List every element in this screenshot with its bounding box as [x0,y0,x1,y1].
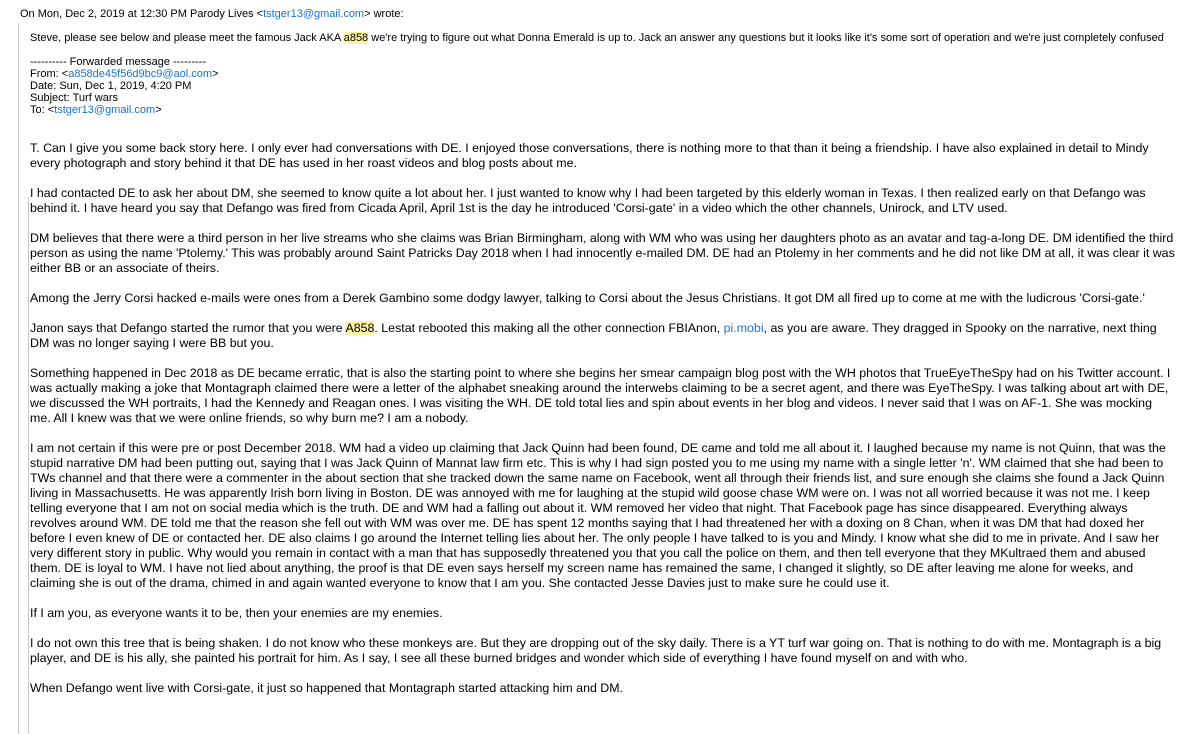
from-suffix: > [212,68,219,80]
message-body [30,141,1175,711]
quote-header-prefix: On Mon, Dec 2, 2019 at 12:30 PM Parody Lives < [20,8,264,20]
quote-bar-inner [28,197,29,734]
forwarded-from [30,68,219,80]
paragraph-10: When Defango went live with Corsi-gate, it just so happened that Montagraph started attacking him and DM. [30,681,624,695]
from-label: From: < [30,68,69,80]
from-email-link[interactable]: a858de45f56d9bc9@aol.com [68,68,213,80]
paragraph-5-text-3: , as you are aware. They dragged in Spooky on the narrative, next thing DM was no longer saying I were BB but you. [30,321,1157,350]
paragraph-8: If I am you, as everyone wants it to be, then your enemies are my enemies. [30,606,443,620]
pi-mobi-link[interactable]: pi.mobi [723,321,764,335]
paragraph-4: Among the Jerry Corsi hacked e-mails were ones from a Derek Gambino some dodgy lawyer, talking to Corsi about the Jesus Christians. It got DM all fired up to come at me with the ludicrous 'Corsi-gate.' [30,291,1145,305]
paragraph-5-text-2: . Lestat rebooted this making all the other connection FBIAnon, [374,321,724,335]
sender-email-link[interactable]: tstger13@gmail.com [263,8,365,20]
paragraph-5 [30,321,1175,351]
intro-highlight: a858 [343,32,369,44]
forwarded-subject: Subject: Turf wars [30,92,119,104]
to-email-link[interactable]: tstger13@gmail.com [54,104,156,116]
to-label: To: < [30,104,55,116]
paragraph-7: I am not certain if this were pre or post December 2018. WM had a video up claiming that Jack Quinn had been found, DE came and told me all about it. I laughed because my name is not Quinn, that was the stupid narrative DM had been putting out, saying that I was Jack Quinn of Mannat law firm etc. This is why I had sign posted you to me using my name with a single letter 'n'. WM claimed that she had been to TWs channel and that there were a commenter in the about section that she tracked down the same name on Facebook, went all through their friends list, and sure enough she claims she found a Jack Quinn living in Massachusetts. He was apparently Irish born living in Boston. DE was annoyed with me for laughing at the stupid wild goose chase WM were on. I was not all worried because it was not me. I keep telling everyone that I am not on social media which is the truth. DE and WM had a falling out about it. WM removed her video that night. That Facebook page has since disappeared. Everything always revolves around WM. DE told me that the reason she fell out with WM was over me. DE has spent 12 months saying that I had threatened her with a doxing on 8 Chan, when it was DM that had doxed her before I even knew of DE or contacted her. DE also claims I go around the Internet telling lies about her. The only people I have talked to is you and Mindy. I know what she did to me in private. And I saw her very different story in public. Why would you remain in contact with a man that has supposedly threatened you that you call the police on them, and then tell everyone that they MKultraed them and abused them. DE is loyal to WM. I have not lied about anything, the proof is that DE even says herself my screen name has remained the same, I changed it slightly, so DE after leaving me alone for weeks, and claiming she is out of the drama, chimed in and again wanted everyone to know that I am you. She contacted Jesse Davies just to make sure he could use it. [30,441,1166,590]
to-suffix: > [155,104,162,116]
paragraph-3: DM believes that there were a third person in her live streams who she claims was Brian Birmingham, along with WM who was using her daughters photo as an avatar and tag-a-long DE. DM identified the third person as using the name 'Ptolemy.' This was probably around Saint Patricks Day 2018 when I had innocently e-mailed DM. DE had an Ptolemy in her comments and he did not like DM at all, it was clear it was either BB or an associate of theirs. [30,231,1175,275]
paragraph-5-text-1: Janon says that Defango started the rumor that you were [30,321,346,335]
quote-header-suffix: > wrote: [364,8,404,20]
forwarded-date: Date: Sun, Dec 1, 2019, 4:20 PM [30,80,192,92]
paragraph-9: I do not own this tree that is being shaken. I do not know who these monkeys are. But they are dropping out of the sky daily. There is a YT turf war going on. That is nothing to do with me. Montagraph is a big player, and DE is his ally, she painted his portrait for him. As I say, I see all these burned bridges and wonder which side of everything I have found myself on and with who. [30,636,1162,665]
intro-text-1: Steve, please see below and please meet the famous Jack AKA [30,32,344,44]
paragraph-6: Something happened in Dec 2018 as DE became erratic, that is also the starting point to where she begins her smear campaign blog post with the WH photos that TrueEyeTheSpy had on his Twitter account. I was actually making a joke that Montagraph claimed there were a letter of the alphabet sneaking around the interwebs claiming to be a secret agent, and there was EyeTheSpy. I was talking about art with DE, we discussed the WH portraits, I had the Kennedy and Reagan ones. I was visiting the WH. DE told total lies and spin about events in her blog and videos. I never said that I was on AF-1. She was mocking me. All I knew was that we were online friends, so why burn me? I am a nobody. [30,366,1171,425]
paragraph-2: I had contacted DE to ask her about DM, she seemed to know quite a lot about her. I just wanted to know why I had been targeted by this elderly woman in Texas. I then realized early on that Defango was behind it. I have heard you say that Defango was fired from Cicada April, April 1st is the day he introduced 'Corsi-gate' in a video which the other channels, Unirock, and LTV used. [30,186,1146,215]
quote-header [20,8,404,21]
forwarded-to [30,104,219,116]
paragraph-5-highlight: A858 [345,321,375,335]
forwarded-header [30,56,219,116]
intro-text-2: we're trying to figure out what Donna Emerald is up to. Jack an answer any questions but it looks like it's some sort of operation and we're just completely confused [368,32,1164,44]
forwarded-separator: ---------- Forwarded message --------- [30,56,206,68]
intro-message [30,32,1170,45]
paragraph-1: T. Can I give you some back story here. I only ever had conversations with DE. I enjoyed those conversations, there is nothing more to that than it being a friendship. I have also explained in detail to Mindy every photograph and story behind it that DE has used in her roast videos and blog posts about me. [30,141,1149,170]
